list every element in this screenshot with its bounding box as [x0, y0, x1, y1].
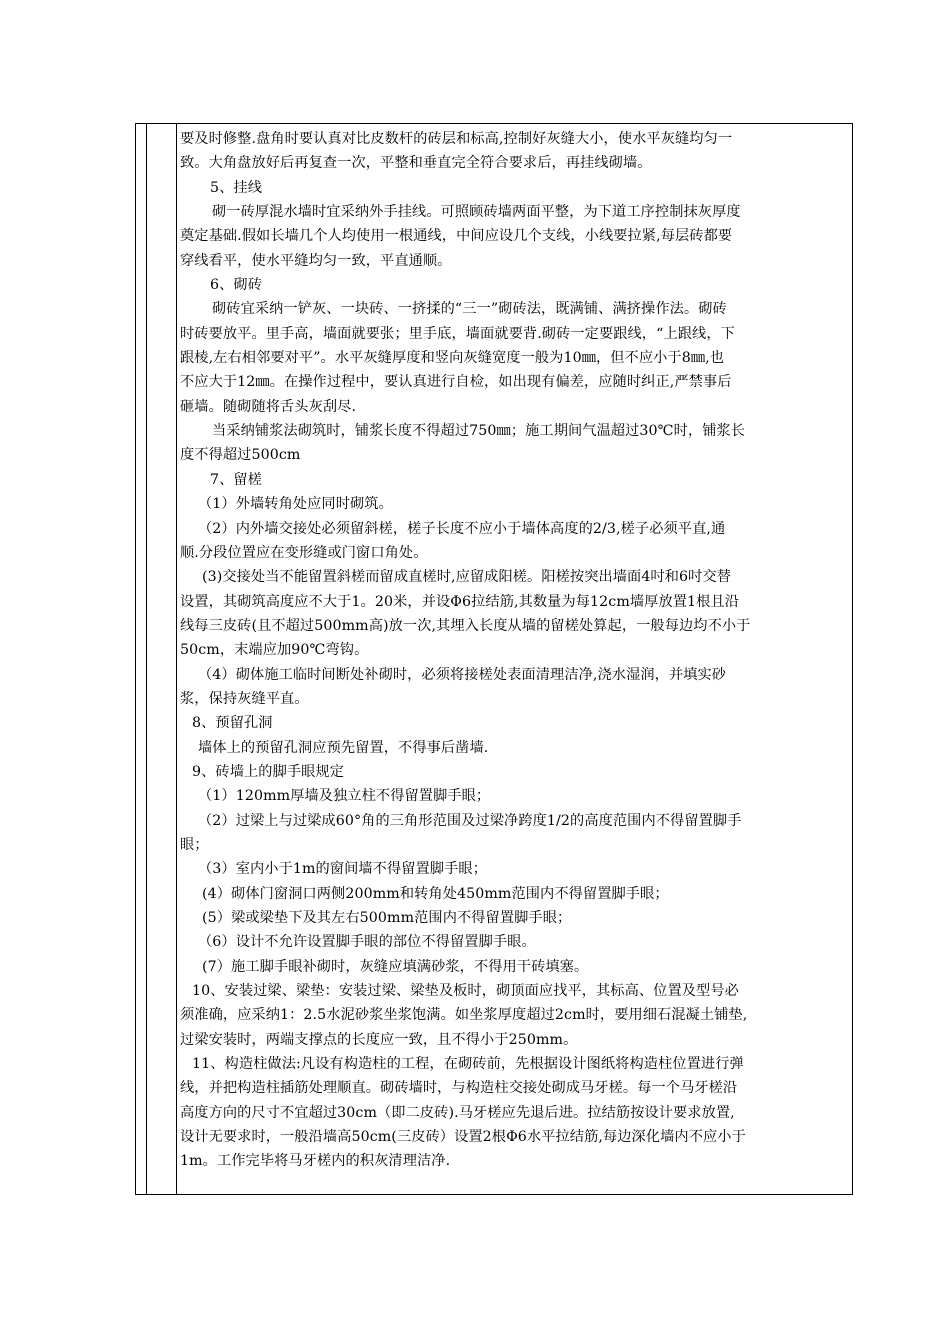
text-line: （1）外墙转角处应同时砌筑。	[198, 496, 393, 513]
text-line: 1m。工作完毕将马牙槎内的积灰清理洁净.	[180, 1153, 451, 1170]
text-line: （4）砌体施工临时间断处补砌时，必须将接槎处表面清理洁净,浇水湿润，并填实砂	[198, 666, 727, 683]
text-line: 时砖要放平。里手高，墙面就要张；里手底，墙面就要背.砌砖一定要跟线，“上跟线，下	[180, 325, 735, 342]
text-line: （2）内外墙交接处必须留斜槎，槎子长度不应小于墙体高度的2/3,槎子必须平直,通	[198, 520, 726, 537]
text-line: (3)交接处当不能留置斜槎而留成直槎时,应留成阳槎。阳槎按突出墙面4吋和6吋交替	[202, 569, 732, 586]
text-line: 跟棱,左右相邻要对平”。水平灰缝厚度和竖向灰缝宽度一般为10㎜，但不应小于8㎜,也	[180, 350, 725, 367]
text-line: 11、构造柱做法:凡设有构造柱的工程，在砌砖前，先根据设计图纸将构造柱位置进行弹	[192, 1056, 744, 1073]
text-line: 不应大于12㎜。在操作过程中，要认真进行自检，如出现有偏差，应随时纠正,严禁事后	[180, 374, 732, 391]
text-line: 6、砌砖	[210, 277, 262, 294]
table-column-label	[146, 124, 177, 1194]
text-line: 线每三皮砖(且不超过500mm高)放一次,其埋入长度从墙的留槎处算起，一般每边均不小于	[180, 617, 751, 634]
text-line: (5）梁或梁垫下及其左右500mm范围内不得留置脚手眼；	[202, 910, 572, 926]
text-line: 设计无要求时，一般沿墙高50cm(三皮砖）设置2根Φ6水平拉结筋,每边深化墙内不应小于	[180, 1129, 746, 1146]
text-line: (7）施工脚手眼补砌时，灰缝应填满砂浆，不得用干砖填塞。	[202, 958, 589, 975]
text-line: 奠定基础.假如长墙几个人均使用一根通线，中间应设几个支线，小线要拉紧,每层砖都要	[180, 228, 733, 245]
text-line: 致。大角盘放好后再复查一次，平整和垂直完全符合要求后，再挂线砌墙。	[180, 155, 652, 172]
text-line: 10、安装过梁、梁垫：安装过梁、梁垫及板时，砌顶面应找平，其标高、位置及型号必	[192, 983, 739, 1000]
text-line: (4）砌体门窗洞口两侧200mm和转角处450mm范围内不得留置脚手眼；	[202, 885, 669, 902]
text-line: 砌一砖厚混水墙时宜采纳外手挂线。可照顾砖墙两面平整，为下道工序控制抹灰厚度	[212, 204, 741, 221]
text-line: 要及时修整.盘角时要认真对比皮数杆的砖层和标高,控制好灰缝大小，使水平灰缝均匀一	[180, 131, 733, 147]
text-line: 眼；	[180, 836, 209, 853]
text-line: （2）过梁上与过梁成60°角的三角形范围及过梁净跨度1/2的高度范围内不得留置脚手	[198, 812, 742, 829]
text-line: 须准确，应采纳1：2.5水泥砂浆坐浆饱满。如坐浆厚度超过2cm时，要用细石混凝土铺垫,	[180, 1007, 748, 1024]
text-line: 砌砖宜采纳一铲灰、一块砖、一挤揉的“三一”砌砖法，既满铺、满挤操作法。砌砖	[212, 301, 727, 318]
text-line: 顺.分段位置应在变形缝或门窗口角处。	[180, 544, 428, 561]
text-line: 浆，保持灰缝平直。	[180, 690, 309, 707]
text-line: （6）设计不允许设置脚手眼的部位不得留置脚手眼。	[198, 934, 536, 951]
text-line: 度不得超过500cm	[180, 447, 301, 464]
text-line: 高度方向的尺寸不宜超过30cm（即二皮砖).马牙槎应先退后进。拉结筋按设计要求放置,	[180, 1104, 735, 1121]
text-line: 设置，其砌筑高度应不大于1。20米，并设Φ6拉结筋,其数量为每12cm墙厚放置1根且沿	[180, 593, 740, 610]
text-line: （3）室内小于1m的窗间墙不得留置脚手眼；	[198, 861, 487, 878]
text-line: 9、砖墙上的脚手眼规定	[192, 763, 345, 780]
text-line: 5、挂线	[210, 179, 262, 196]
text-line: 穿线看平，使水平缝均匀一致，平直通顺。	[180, 252, 452, 269]
text-line: 过梁安装时，两端支撑点的长度应一致，且不得小于250mm。	[180, 1031, 578, 1048]
text-line: 8、预留孔洞	[192, 715, 273, 732]
text-line: 当采纳铺浆法砌筑时，铺浆长度不得超过750㎜；施工期间气温超过30℃时，铺浆长	[212, 423, 746, 440]
text-line: 线，并把构造柱插筋处理顺直。砌砖墙时，与构造柱交接处砌成马牙槎。每一个马牙槎沿	[180, 1080, 738, 1097]
document-table	[135, 123, 853, 1195]
text-line: 墙体上的预留孔洞应预先留置，不得事后凿墙.	[198, 739, 489, 756]
text-line: 7、留槎	[210, 471, 262, 488]
content-cell	[180, 127, 846, 1174]
text-line: （1）120mm厚墙及独立柱不得留置脚手眼；	[198, 788, 491, 805]
text-line: 砸墙。随砌随将舌头灰刮尽.	[180, 398, 357, 415]
text-line: 50cm，末端应加90℃弯钩。	[180, 642, 369, 659]
